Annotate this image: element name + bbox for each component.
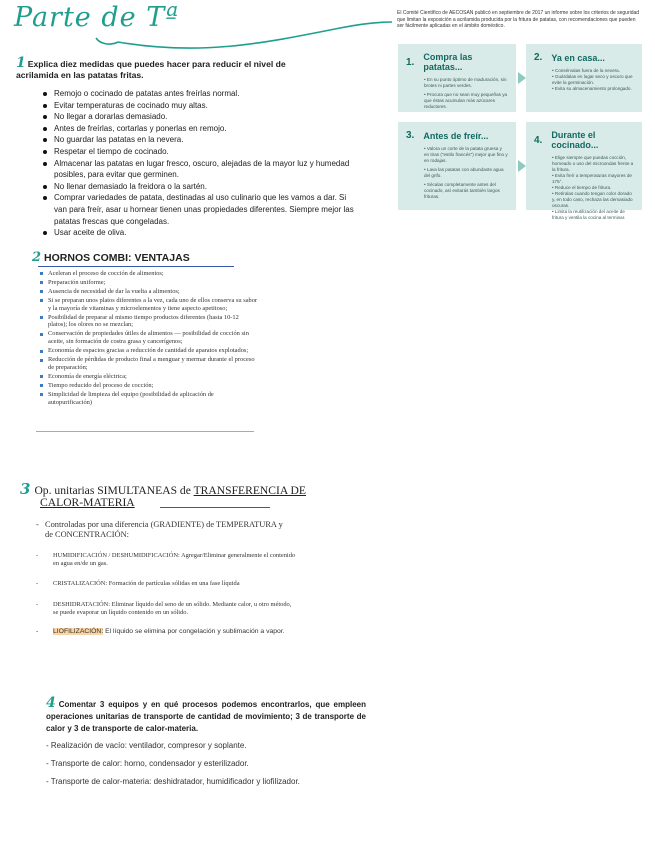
card-line: • Consérvalas fuera de la nevera.	[552, 68, 621, 73]
title-underline	[160, 507, 270, 508]
tip-card-2	[526, 44, 642, 112]
card-line: • Sécalas completamente antes del cocinado, así evitarás también largos frituras.	[424, 182, 500, 199]
bullet-dash: -	[36, 552, 39, 559]
card-title: Ya en casa...	[551, 52, 605, 63]
card-line: • Evita su almacenamiento prolongado.	[552, 86, 632, 91]
answer-line: - Transporte de calor-materia: deshidratador, humidificador y liofilizador.	[46, 777, 300, 786]
section-number: 3	[20, 480, 31, 498]
list-item: Posibilidad de preparar al mismo tiempo productos diferentes (hasta 10-12 platos); los olores no se mezclan;	[48, 314, 258, 329]
card-line: • Limita la reutilización del aceite de fritura y ventila la cocina al terminar.	[552, 209, 626, 220]
question-1	[16, 55, 316, 81]
card-line: • Valora un corte de la patata gruesa y en tiras ("estilo francés") mejor que fino y en rodajas.	[424, 146, 508, 163]
list-item: No llenar demasiado la freidora o la sartén.	[54, 181, 354, 193]
page-title: Parte de Tª	[14, 2, 180, 33]
question-text: Explica diez medidas que puedes hacer para reducir el nivel de acrilamida en las patatas fritas.	[16, 59, 286, 80]
section-title-text: HORNOS COMBI: VENTAJAS	[44, 252, 190, 264]
card-line: • Procura que no sean muy pequeñas ya que éstas acumulan más azúcares reductores.	[424, 92, 508, 109]
title-underlined: CALOR-MATERIA	[40, 496, 135, 509]
advantages-list	[48, 270, 258, 408]
process-text: HUMIDIFICACIÓN / DESHUMIDIFICACIÓN: Agregar/Eliminar generalmente el contenido en agua en/de un gas.	[53, 552, 296, 567]
process-text: DESHIDRATACIÓN: Eliminar líquido del seno de un sólido. Mediante calor, u otro método, se puede evaporar un líquido contenido en un sólido.	[53, 601, 292, 616]
bullet-dash: -	[36, 520, 39, 529]
list-item: Almacenar las patatas en lugar fresco, oscuro, alejadas de la mayor luz y humedad posibles, para evitar que germinen.	[54, 158, 354, 181]
section-number: 2	[32, 250, 42, 265]
list-item: Tiempo reducido del proceso de cocción;	[48, 382, 258, 390]
list-item: Antes de freírlas, cortarlas y ponerlas en remojo.	[54, 123, 354, 135]
question-number: 4	[46, 695, 56, 711]
measures-list	[54, 88, 354, 239]
title-prefix: Op. unitarias SIMULTANEAS de	[34, 484, 194, 497]
title-underline	[38, 266, 234, 267]
intro-text: El Comité Científico de AECOSAN publicó en septiembre de 2017 un informe sobre los criterios de seguridad que limitan la exposición a acrilamida producida por la fritura de patatas, con recomendaciones que pueden ser fácilmente aplicadas en el ámbito doméstico.	[397, 10, 640, 30]
list-item: Respetar el tiempo de cocinado.	[54, 146, 354, 158]
question-number: 1	[16, 55, 26, 71]
list-item: Economía de energía eléctrica;	[48, 373, 258, 381]
arrow-right-icon	[518, 72, 526, 84]
card-number: 3.	[406, 130, 415, 141]
card-number: 4.	[534, 134, 543, 146]
card-line: • Guárdalas en lugar seco y oscuro que evite la germinación.	[552, 74, 633, 85]
card-line: • Evita freír a temperaturas mayores de 175°.	[552, 173, 632, 184]
arrow-right-icon	[518, 160, 526, 172]
divider	[36, 431, 254, 432]
list-item: Aceleran el proceso de cocción de alimentos;	[48, 270, 258, 278]
highlighted-term: LIOFILIZACIÓN:	[53, 628, 104, 635]
tip-card-3	[398, 122, 516, 210]
section-3-title	[20, 480, 306, 509]
section-2-title	[32, 250, 190, 265]
process-text: El líquido se elimina por congelación y sublimación a vapor.	[103, 628, 285, 635]
tip-card-4	[526, 122, 642, 220]
list-item: Comprar variedades de patata, destinadas al uso culinario que les vamos a dar. Si van para freír, asar u hornear tienen unas propiedades diferentes. Siempre mejor las patatas frescas que congeladas.	[54, 193, 354, 226]
list-item: Conservación de propiedades útiles de alimentos — posibilidad de cocción sin aceite, sin formación de costra grasa y cancerígenos;	[48, 330, 258, 345]
list-item: Reducción de pérdidas de producto final a menguar y mermar durante el proceso de preparación;	[48, 356, 258, 371]
card-line: • Elige siempre que puedas cocción, horneado o uso del microondas frente a la fritura.	[552, 155, 634, 172]
answer-line: - Transporte de calor: horno, condensador y esterilizador.	[46, 759, 249, 768]
list-item: Remojo o cocinado de patatas antes freírlas normal.	[54, 88, 354, 100]
question-text: Comentar 3 equipos y en qué procesos podemos encontrarlos, que empleen operaciones unitarias de transporte de cantidad de movimiento; 3 de transporte de calor y 3 de transporte de calor-materia.	[46, 700, 366, 733]
process-text: CRISTALIZACIÓN: Formación de partículas sólidas en una fase líquida	[53, 580, 240, 587]
list-item: No guardar las patatas en la nevera.	[54, 134, 354, 146]
bullet-dash: -	[36, 628, 39, 635]
card-number: 2.	[534, 52, 543, 63]
list-item: Economía de espacios gracias a reducción de cantidad de aparatos explotados;	[48, 347, 258, 355]
card-line: • En su punto óptimo de maduración, sin brotes ni partes verdes.	[424, 77, 507, 88]
section-3-lead	[36, 520, 286, 540]
card-title: Antes de freír...	[423, 130, 489, 141]
bullet-dash: -	[36, 601, 39, 608]
list-item: Evitar temperaturas de cocinado muy altas.	[54, 100, 354, 112]
card-number: 1.	[406, 56, 415, 68]
lead-text: Controladas por una diferencia (GRADIENTE) de TEMPERATURA y de CONCENTRACIÓN:	[45, 520, 283, 539]
list-item: Simplicidad de limpieza del equipo (posibilidad de aplicación de autopurificación)	[48, 391, 258, 406]
question-4	[46, 695, 366, 734]
card-title: Durante el cocinado...	[551, 130, 599, 150]
card-line: • Retíralas cuando tengan color dorado y, en todo caso, rechaza las demasiado oscuras.	[552, 191, 633, 208]
tip-card-1	[398, 44, 516, 112]
list-item: Usar aceite de oliva.	[54, 227, 354, 239]
list-item: Si se preparan unos platos diferentes a la vez, cada uno de ellos conserva su sabor y la mayoría de vitaminas y microelementos y tiene aspecto apetitoso;	[48, 297, 258, 312]
list-item: Ausencia de necesidad de dar la vuelta a alimentos;	[48, 288, 258, 296]
card-title: Compra las patatas...	[423, 52, 473, 72]
title-underlined: TRANSFERENCIA DE	[193, 484, 306, 497]
bullet-dash: -	[36, 580, 39, 587]
list-item: No llegar a dorarlas demasiado.	[54, 111, 354, 123]
answer-line: - Realización de vacío: ventilador, compresor y soplante.	[46, 741, 247, 750]
card-line: • Reduce el tiempo de fritura.	[552, 185, 612, 190]
card-line: • Lava las patatas con abundante agua del grifo.	[424, 167, 504, 178]
list-item: Preparación uniforme;	[48, 279, 258, 287]
